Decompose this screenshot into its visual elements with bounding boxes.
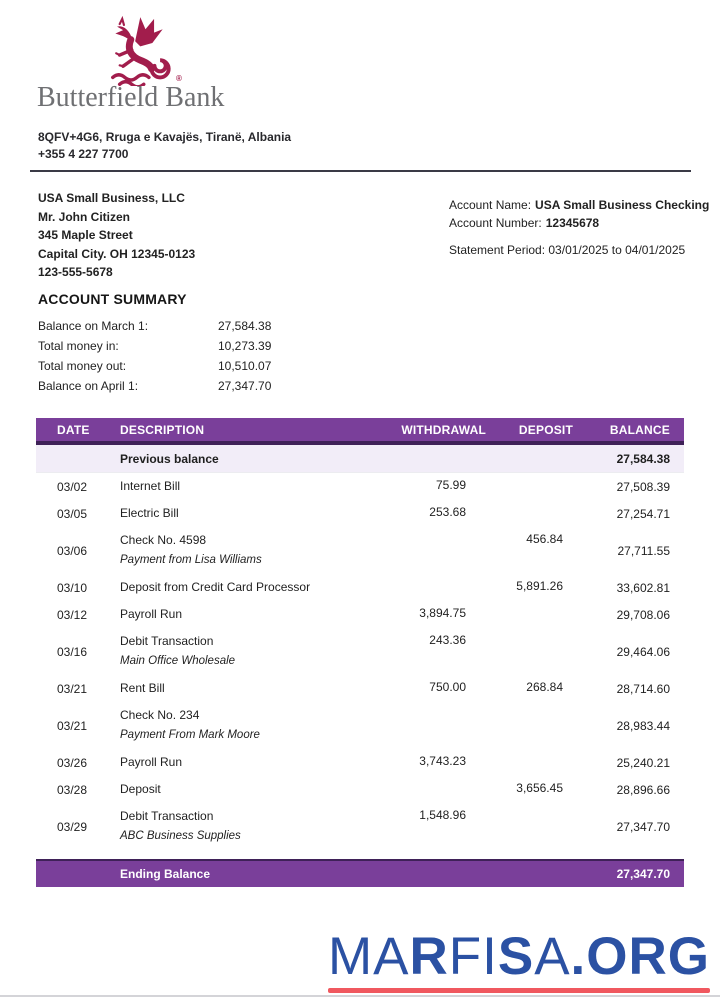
transaction-balance: 29,708.06 (616, 607, 670, 622)
summary-label: Balance on March 1: (38, 319, 149, 333)
column-header-description: DESCRIPTION (120, 422, 205, 437)
bank-address-block (38, 129, 291, 163)
previous-balance-amount: 27,584.38 (616, 451, 670, 466)
marfisa-site-logo (327, 927, 710, 993)
transaction-withdrawal (356, 574, 486, 579)
transaction-withdrawal (356, 527, 486, 532)
transaction-row (36, 473, 684, 500)
butterfield-dragon-logo-icon (94, 12, 178, 86)
customer-address-block (38, 189, 195, 282)
logo-segment: S (497, 927, 535, 986)
column-header-balance: BALANCE (609, 422, 670, 437)
header-divider (30, 170, 691, 172)
transaction-balance: 29,464.06 (616, 644, 670, 659)
transaction-date: 03/21 (57, 681, 88, 696)
summary-value: 27,584.38 (218, 319, 272, 333)
transaction-description-main: Check No. 234 (120, 708, 200, 722)
transaction-deposit (486, 601, 574, 606)
marfisa-wordmark (327, 927, 710, 986)
customer-street: 345 Maple Street (38, 228, 133, 242)
account-name-line (449, 196, 709, 214)
account-summary-list (38, 316, 271, 396)
transaction-date: 03/16 (57, 644, 88, 659)
transaction-description-main: Payroll Run (120, 607, 183, 621)
logo-segment: A (534, 927, 571, 986)
account-number-line (449, 214, 709, 232)
transaction-date: 03/05 (57, 506, 88, 521)
transaction-withdrawal: 253.68 (429, 505, 466, 519)
transaction-withdrawal: 750.00 (429, 680, 466, 694)
transaction-date: 03/28 (57, 782, 88, 797)
transaction-description-main: Internet Bill (120, 479, 181, 493)
summary-row (38, 356, 271, 376)
summary-value: 10,510.07 (218, 359, 272, 373)
transaction-date: 03/21 (57, 718, 88, 733)
transaction-description (120, 803, 356, 850)
bank-phone: +355 4 227 7700 (38, 147, 129, 161)
transaction-row (36, 776, 684, 803)
summary-row (38, 336, 271, 356)
summary-value: 27,347.70 (218, 379, 272, 393)
transaction-deposit (486, 803, 574, 808)
transaction-deposit (486, 749, 574, 754)
logo-segment: FI (448, 927, 498, 986)
transaction-description (120, 601, 356, 628)
transaction-deposit: 456.84 (526, 532, 563, 546)
account-summary-title: ACCOUNT SUMMARY (38, 291, 187, 307)
transaction-description (120, 500, 356, 527)
column-header-date: DATE (57, 422, 90, 437)
column-header-withdrawal: WITHDRAWAL (401, 422, 486, 437)
transaction-date: 03/02 (57, 479, 88, 494)
previous-balance-row (36, 445, 684, 473)
transaction-description-main: Rent Bill (120, 681, 165, 695)
logo-segment: MA (327, 927, 410, 986)
transaction-deposit: 3,656.45 (516, 781, 563, 795)
transactions-table (36, 418, 684, 887)
transaction-balance: 28,983.44 (616, 718, 670, 733)
ending-balance-amount: 27,347.70 (616, 867, 670, 881)
account-number-label: Account Number: (449, 216, 542, 230)
transaction-balance: 28,896.66 (616, 782, 670, 797)
customer-phone: 123-555-5678 (38, 265, 113, 279)
transaction-description-detail: ABC Business Supplies (120, 830, 241, 842)
transaction-row (36, 527, 684, 574)
transaction-deposit: 5,891.26 (516, 579, 563, 593)
logo-segment: R (409, 927, 449, 986)
transaction-balance: 25,240.21 (616, 755, 670, 770)
transaction-description (120, 473, 356, 500)
ending-balance-row (36, 859, 684, 887)
transaction-deposit (486, 473, 574, 478)
transaction-description (120, 574, 356, 601)
transaction-withdrawal: 3,743.23 (419, 754, 466, 768)
bank-name: Butterfield Bank (37, 82, 225, 113)
transaction-row (36, 675, 684, 702)
column-header-deposit: DEPOSIT (518, 422, 573, 437)
transaction-date: 03/10 (57, 580, 88, 595)
transaction-row (36, 601, 684, 628)
transaction-description (120, 702, 356, 749)
summary-value: 10,273.39 (218, 339, 272, 353)
transaction-withdrawal: 1,548.96 (419, 808, 466, 822)
transaction-date: 03/12 (57, 607, 88, 622)
transaction-balance: 33,602.81 (616, 580, 670, 595)
transaction-rows (36, 473, 684, 850)
transaction-row (36, 574, 684, 601)
transaction-description-detail: Payment from Lisa Williams (120, 554, 262, 566)
transaction-deposit (486, 702, 574, 707)
transaction-description-main: Electric Bill (120, 506, 179, 520)
account-name-value: USA Small Business Checking (535, 198, 710, 212)
transaction-description-detail: Main Office Wholesale (120, 655, 236, 667)
account-name-label: Account Name: (449, 198, 532, 212)
customer-city: Capital City. OH 12345-0123 (38, 246, 196, 261)
summary-label: Total money out: (38, 359, 127, 373)
transaction-description-main: Deposit from Credit Card Processor (120, 580, 311, 594)
transaction-description (120, 749, 356, 776)
transaction-description-main: Deposit (120, 782, 161, 796)
summary-label: Total money in: (38, 339, 119, 353)
transaction-description (120, 527, 356, 574)
ending-balance-label: Ending Balance (120, 867, 211, 881)
customer-name: Mr. John Citizen (38, 209, 131, 224)
transaction-balance: 27,508.39 (616, 479, 670, 494)
transaction-date: 03/29 (57, 819, 88, 834)
transaction-deposit (486, 628, 574, 633)
previous-balance-label: Previous balance (120, 451, 219, 466)
transaction-row (36, 628, 684, 675)
transaction-row (36, 702, 684, 749)
transaction-row (36, 803, 684, 850)
transaction-withdrawal: 3,894.75 (419, 606, 466, 620)
transaction-description-main: Debit Transaction (120, 634, 214, 648)
transaction-withdrawal: 75.99 (435, 478, 466, 492)
transaction-description (120, 776, 356, 803)
transaction-row (36, 500, 684, 527)
transaction-description-main: Payroll Run (120, 755, 183, 769)
table-header-row (36, 418, 684, 445)
transaction-withdrawal (356, 702, 486, 707)
logo-segment: .ORG (570, 927, 710, 986)
statement-period: Statement Period: 03/01/2025 to 04/01/2025 (449, 243, 686, 257)
transaction-withdrawal (356, 776, 486, 781)
account-info-block (449, 196, 709, 259)
summary-row (38, 316, 271, 336)
transaction-description (120, 675, 356, 702)
transaction-withdrawal: 243.36 (429, 633, 466, 647)
page-bottom-divider (0, 995, 720, 997)
transaction-balance: 27,711.55 (617, 543, 670, 558)
transaction-deposit (486, 500, 574, 505)
transaction-balance: 28,714.60 (616, 681, 670, 696)
transaction-description-main: Check No. 4598 (120, 533, 207, 547)
transaction-description-main: Debit Transaction (120, 809, 214, 823)
logo-underline (328, 988, 710, 993)
registered-trademark-symbol: ® (176, 74, 182, 83)
transaction-deposit: 268.84 (526, 680, 563, 694)
bank-street-address: 8QFV+4G6, Rruga e Kavajës, Tiranë, Albania (38, 130, 292, 144)
transaction-date: 03/06 (57, 543, 88, 558)
transaction-row (36, 749, 684, 776)
transaction-balance: 27,254.71 (616, 506, 670, 521)
summary-label: Balance on April 1: (38, 379, 139, 393)
transaction-date: 03/26 (57, 755, 88, 770)
customer-company: USA Small Business, LLC (38, 191, 185, 205)
transaction-description (120, 628, 356, 675)
summary-row (38, 376, 271, 396)
transaction-description-detail: Payment From Mark Moore (120, 729, 260, 741)
transaction-balance: 27,347.70 (616, 819, 670, 834)
account-number-value: 12345678 (545, 216, 600, 230)
